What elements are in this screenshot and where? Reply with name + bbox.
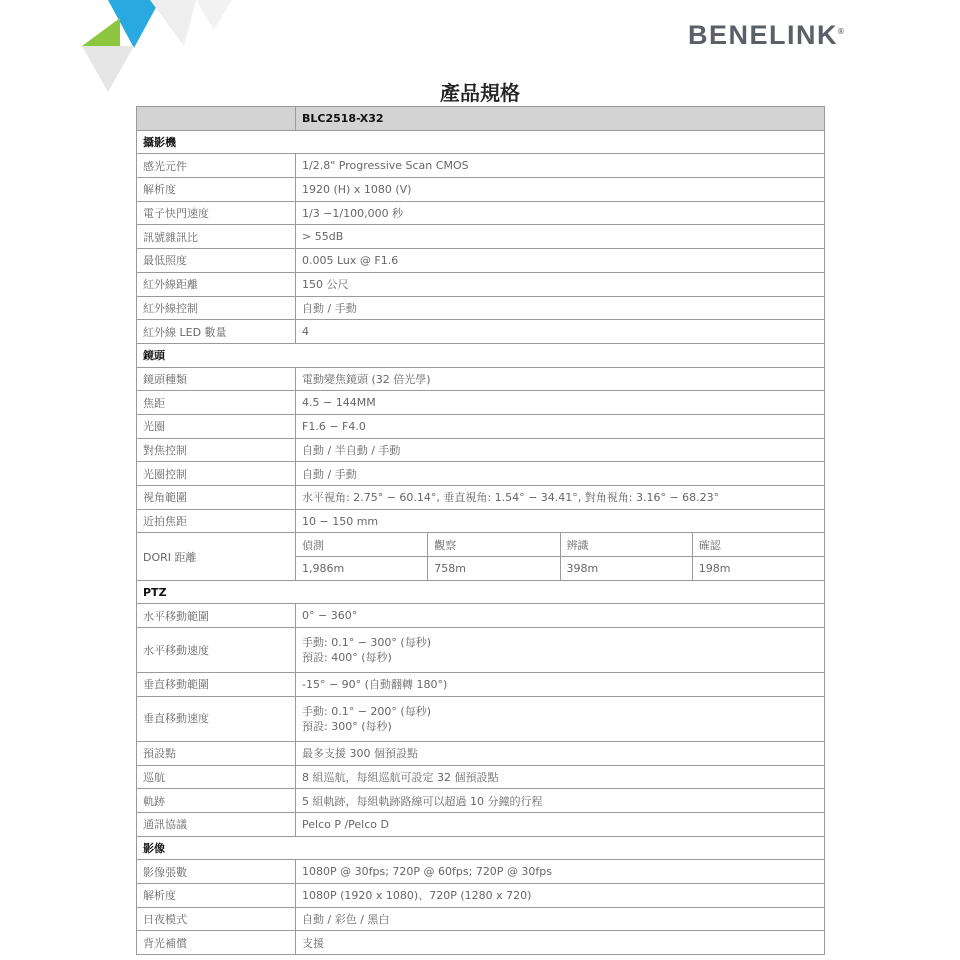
row-label: 焦距 — [137, 391, 296, 415]
value-line: 手動: 0.1° − 300° (每秒) — [302, 636, 431, 650]
dori-value-recognize: 398m — [560, 557, 692, 581]
row-label: 紅外線控制 — [137, 296, 296, 320]
model-name: BLC2518-X32 — [296, 107, 825, 131]
row-label: 感光元件 — [137, 154, 296, 178]
dori-header-detect: 偵測 — [296, 533, 428, 557]
table-row — [137, 765, 825, 789]
light-triangle — [150, 0, 196, 46]
table-row — [137, 367, 825, 391]
table-row — [137, 249, 825, 273]
row-label: 訊號雜訊比 — [137, 225, 296, 249]
row-value: 4 — [296, 320, 825, 344]
table-row — [137, 696, 825, 741]
row-label: 日夜模式 — [137, 907, 296, 931]
row-value: 自動 / 手動 — [296, 296, 825, 320]
row-label: 光圈 — [137, 414, 296, 438]
row-label: 巡航 — [137, 765, 296, 789]
row-label: 紅外線距離 — [137, 272, 296, 296]
table-row — [137, 272, 825, 296]
row-label: 近拍焦距 — [137, 509, 296, 533]
brand-logo — [688, 20, 844, 51]
row-value — [296, 696, 825, 741]
row-label: 解析度 — [137, 178, 296, 202]
table-row — [137, 438, 825, 462]
table-row — [137, 225, 825, 249]
row-value: 1/2.8" Progressive Scan CMOS — [296, 154, 825, 178]
row-value: 支援 — [296, 931, 825, 955]
row-label: 垂直移動範圍 — [137, 673, 296, 697]
row-value: 1/3 −1/100,000 秒 — [296, 201, 825, 225]
row-value: 最多支援 300 個預設點 — [296, 741, 825, 765]
row-value: 1920 (H) x 1080 (V) — [296, 178, 825, 202]
green-triangle — [82, 18, 120, 46]
light-triangle-2 — [196, 0, 232, 30]
row-label: 軌跡 — [137, 789, 296, 813]
dori-value-detect: 1,986m — [296, 557, 428, 581]
table-row — [137, 789, 825, 813]
page-title: 產品規格 — [440, 81, 520, 105]
section-title-ptz: PTZ — [137, 580, 825, 604]
trademark-mark: ® — [838, 27, 844, 36]
table-row — [137, 604, 825, 628]
table-row — [137, 812, 825, 836]
row-label: 預設點 — [137, 741, 296, 765]
table-row — [137, 391, 825, 415]
section-row — [137, 130, 825, 154]
row-label: 通訊協議 — [137, 812, 296, 836]
row-label: 最低照度 — [137, 249, 296, 273]
value-line: 手動: 0.1° − 200° (每秒) — [302, 704, 431, 718]
dori-header-recognize: 辨識 — [560, 533, 692, 557]
row-value: > 55dB — [296, 225, 825, 249]
table-row — [137, 907, 825, 931]
table-row — [137, 320, 825, 344]
row-value: F1.6 − F4.0 — [296, 414, 825, 438]
table-row — [137, 178, 825, 202]
row-label: 水平移動速度 — [137, 628, 296, 673]
row-value: 水平視角: 2.75° − 60.14°, 垂直視角: 1.54° − 34.41°, 對角視角: 3.16° − 68.23° — [296, 486, 825, 510]
section-title-camera: 攝影機 — [137, 130, 825, 154]
table-row — [137, 414, 825, 438]
section-row — [137, 836, 825, 860]
dori-header-identify: 確認 — [692, 533, 824, 557]
logo-text: BENELINK — [688, 20, 839, 50]
row-value: 1080P (1920 x 1080)、720P (1280 x 720) — [296, 883, 825, 907]
table-row — [137, 509, 825, 533]
table-row — [137, 154, 825, 178]
row-value: 10 − 150 mm — [296, 509, 825, 533]
table-row — [137, 462, 825, 486]
row-label: 垂直移動速度 — [137, 696, 296, 741]
dori-label: DORI 距離 — [137, 533, 296, 580]
row-value: 電動變焦鏡頭 (32 倍光學) — [296, 367, 825, 391]
dori-value-identify: 198m — [692, 557, 824, 581]
table-row — [137, 296, 825, 320]
table-row — [137, 860, 825, 884]
row-value: 自動 / 半自動 / 手動 — [296, 438, 825, 462]
row-label: 電子快門速度 — [137, 201, 296, 225]
row-value: 1080P @ 30fps; 720P @ 60fps; 720P @ 30fps — [296, 860, 825, 884]
dori-value-observe: 758m — [428, 557, 560, 581]
row-label: 水平移動範圍 — [137, 604, 296, 628]
dori-header-row — [137, 533, 825, 557]
header-empty-cell — [137, 107, 296, 131]
row-value: -15° − 90° (自動翻轉 180°) — [296, 673, 825, 697]
row-label: 紅外線 LED 數量 — [137, 320, 296, 344]
value-line: 預設: 400° (每秒) — [302, 651, 392, 665]
row-label: 對焦控制 — [137, 438, 296, 462]
row-label: 視角範圍 — [137, 486, 296, 510]
section-title-video: 影像 — [137, 836, 825, 860]
row-label: 影像張數 — [137, 860, 296, 884]
row-label: 鏡頭種類 — [137, 367, 296, 391]
table-row — [137, 931, 825, 955]
section-row — [137, 343, 825, 367]
table-row — [137, 673, 825, 697]
row-value: 8 組巡航，每組巡航可設定 32 個預設點 — [296, 765, 825, 789]
row-value: 0° − 360° — [296, 604, 825, 628]
table-row — [137, 883, 825, 907]
row-value: 自動 / 手動 — [296, 462, 825, 486]
spec-table — [136, 106, 825, 955]
row-value: 0.005 Lux @ F1.6 — [296, 249, 825, 273]
row-label: 背光補償 — [137, 931, 296, 955]
value-line: 預設: 300° (每秒) — [302, 719, 392, 733]
table-row — [137, 201, 825, 225]
section-row — [137, 580, 825, 604]
row-value: 自動 / 彩色 / 黑白 — [296, 907, 825, 931]
table-row — [137, 741, 825, 765]
row-value: 4.5 − 144MM — [296, 391, 825, 415]
section-title-lens: 鏡頭 — [137, 343, 825, 367]
table-header-row — [137, 107, 825, 131]
row-value — [296, 628, 825, 673]
row-value: Pelco P /Pelco D — [296, 812, 825, 836]
row-value: 5 組軌跡，每組軌跡路線可以超過 10 分鐘的行程 — [296, 789, 825, 813]
table-row — [137, 486, 825, 510]
table-row — [137, 628, 825, 673]
dori-header-observe: 觀察 — [428, 533, 560, 557]
row-value: 150 公尺 — [296, 272, 825, 296]
row-label: 解析度 — [137, 883, 296, 907]
row-label: 光圈控制 — [137, 462, 296, 486]
